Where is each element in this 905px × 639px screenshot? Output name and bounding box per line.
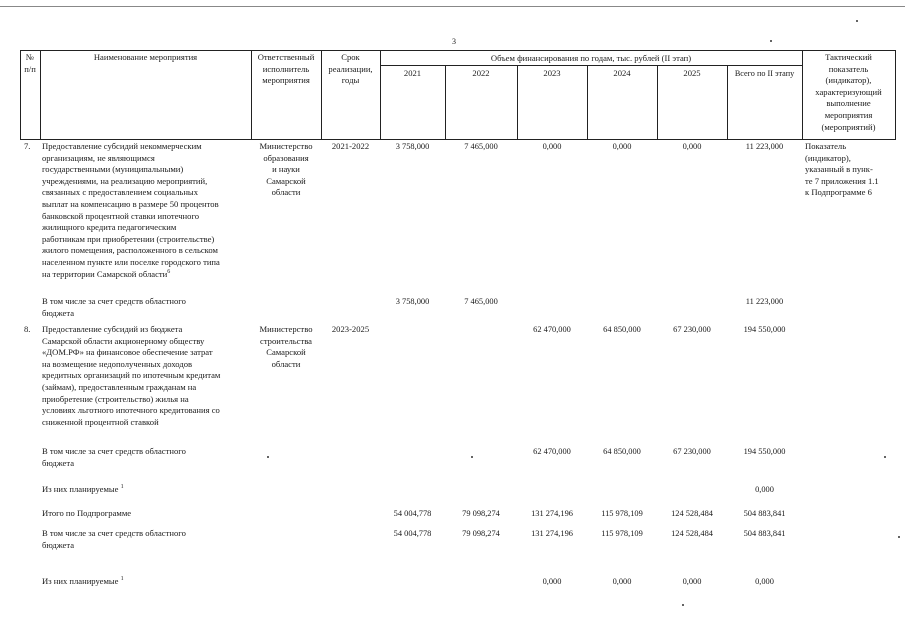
- row8b-name-text: Из них планируемые: [42, 484, 119, 494]
- header-bottom-border: [20, 139, 896, 140]
- row8a-total: 194 550,000: [743, 447, 786, 456]
- itogo-2021: 54 004,778: [393, 509, 432, 518]
- table-top-border: [20, 50, 896, 51]
- itogo-a-2022: 79 098,274: [462, 529, 500, 538]
- header-2021: 2021: [403, 68, 422, 78]
- itogo-b-name-text: Из них планируемые: [42, 576, 119, 586]
- itogo-2022: 79 098,274: [462, 509, 500, 518]
- scan-speck: [884, 456, 886, 458]
- row7-indicator: Показатель (индикатор), указанный в пунк- те 7 приложения 1.1 к Подпрограмме 6: [805, 141, 879, 198]
- row7-num: 7.: [24, 141, 31, 151]
- header-responsible: Ответственный исполнитель мероприятия: [257, 52, 315, 86]
- row8a-2025: 67 230,000: [673, 447, 711, 456]
- row7-2022: 7 465,000: [464, 142, 498, 151]
- row7-footnote: 6: [167, 268, 171, 275]
- header-2023: 2023: [543, 68, 561, 78]
- header-2022: 2022: [472, 68, 490, 78]
- financing-subheader-border: [380, 65, 802, 66]
- row7-term: 2021-2022: [331, 141, 370, 151]
- itogo-2023: 131 274,196: [531, 509, 573, 518]
- scan-speck: [856, 20, 858, 22]
- row7a-name: В том числе за счет средств областного бюджета: [42, 296, 186, 318]
- row8-responsible: Министерство строительства Самарской области: [259, 324, 313, 369]
- row7a-total: 11 223,000: [745, 297, 784, 306]
- row7-2023: 0,000: [542, 142, 562, 151]
- itogo-b-total: 0,000: [755, 577, 774, 586]
- row7-2024: 0,000: [612, 142, 632, 151]
- itogo-name: Итого по Подпрограмме: [42, 508, 132, 518]
- row7-2025: 0,000: [682, 142, 702, 151]
- row8a-2023: 62 470,000: [533, 447, 571, 456]
- row8b-total: 0,000: [755, 485, 774, 494]
- itogo-b-name: [42, 576, 252, 588]
- scan-speck: [471, 456, 473, 458]
- page-number: 3: [452, 37, 456, 46]
- itogo-b-2023: 0,000: [542, 577, 562, 586]
- header-name: Наименование мероприятия: [93, 52, 198, 62]
- itogo-a-name: В том числе за счет средств областного бюджета: [42, 528, 186, 550]
- header-total: Всего по II этапу: [734, 69, 795, 78]
- itogo-b-footnote: 1: [120, 576, 124, 583]
- itogo-a-2025: 124 528,484: [671, 529, 713, 538]
- header-indicator: Тактический показатель (индикатор), характеризующий выполнение мероприятия (мероприятий): [815, 52, 882, 132]
- top-edge-line: [0, 6, 905, 7]
- scan-speck: [267, 456, 269, 458]
- row8a-2024: 64 850,000: [603, 447, 641, 456]
- row7-responsible: Министерство образования и науки Самарской области: [259, 141, 313, 198]
- scan-speck: [770, 40, 772, 42]
- row8-2025: 67 230,000: [673, 325, 711, 334]
- row8b-name: [42, 484, 252, 496]
- row8-total: 194 550,000: [743, 325, 786, 334]
- row8a-name: В том числе за счет средств областного бюджета: [42, 446, 186, 468]
- scan-speck: [898, 536, 900, 538]
- row7a-2022: 7 465,000: [464, 297, 498, 306]
- itogo-2025: 124 528,484: [671, 509, 713, 518]
- col-border-11: [895, 50, 896, 140]
- header-2024: 2024: [613, 68, 631, 78]
- row8-num: 8.: [24, 324, 31, 334]
- row7-total: 11 223,000: [745, 142, 784, 151]
- itogo-b-2025: 0,000: [682, 577, 702, 586]
- row7-name: [42, 141, 252, 280]
- row8-2024: 64 850,000: [603, 325, 641, 334]
- row8-name: Предоставление субсидий из бюджета Самарской области акционерному обществу «ДОМ.РФ» на финансовое обеспечение затрат на возмещение недополученных доходов кредитных организаций по ипотечным кредитам (займам), предоставленным гражданам на приобретение (строительство) жилья на условиях льготного ипотечного кредитования со сниженной процентной ставкой: [42, 324, 221, 427]
- itogo-total: 504 883,841: [743, 509, 786, 518]
- header-2025: 2025: [683, 68, 701, 78]
- header-num: № п/п: [24, 52, 36, 74]
- row7a-2021: 3 758,000: [395, 297, 430, 306]
- row8b-footnote: 1: [120, 484, 124, 491]
- itogo-a-2024: 115 978,109: [601, 529, 643, 538]
- row8-2023: 62 470,000: [533, 325, 571, 334]
- itogo-a-2023: 131 274,196: [531, 529, 573, 538]
- header-term: Срок реализации, годы: [328, 52, 373, 86]
- scan-speck: [682, 604, 684, 606]
- itogo-a-2021: 54 004,778: [393, 529, 432, 538]
- header-financing: Объем финансирования по годам, тыс. рублей (II этап): [490, 53, 692, 63]
- row7-name-text: Предоставление субсидий некоммерческим организациям, не являющимся государственными (муниципальными) учреждениями, на реализацию мероприятий, связанных с предоставлением социальных выплат на компенсацию в размере 50 процентов банковской процентной ставки ипотечного жилищного кредита педагогическим работникам при приобретении (строительстве) жилого помещения, расположенного в сельском населенном пункте или поселке городского типа на территории Самарской области: [42, 141, 220, 279]
- row8-term: 2023-2025: [331, 324, 370, 334]
- itogo-b-2024: 0,000: [612, 577, 632, 586]
- itogo-a-total: 504 883,841: [743, 529, 786, 538]
- row7-2021: 3 758,000: [395, 142, 430, 151]
- itogo-2024: 115 978,109: [601, 509, 643, 518]
